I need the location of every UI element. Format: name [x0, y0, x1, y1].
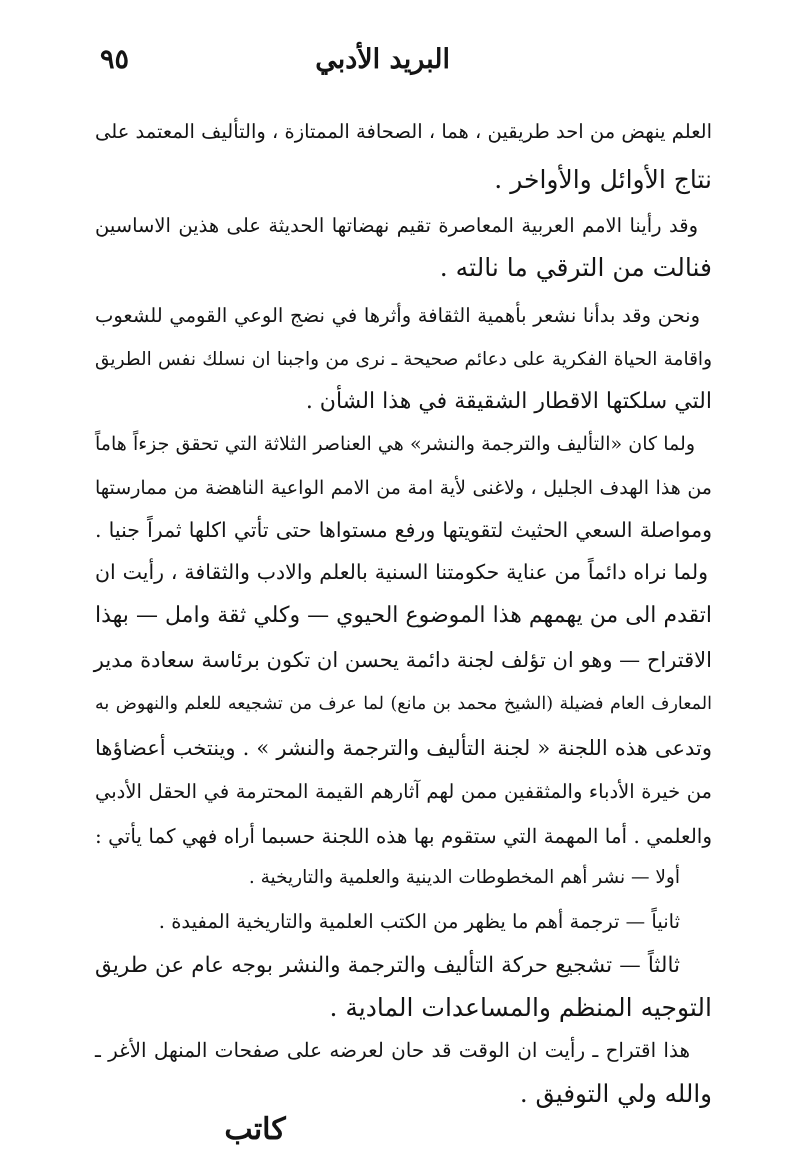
body-line: والعلمي . أما المهمة التي ستقوم بها هذه اللجنة حسبما أراه فهي كما يأتي :: [95, 824, 712, 848]
author-signature: كاتب: [224, 1112, 286, 1147]
body-line: ثانياً — ترجمة أهم ما يظهر من الكتب العلمية والتاريخية المفيدة .: [158, 910, 680, 933]
journal-title: البريد الأدبي: [315, 43, 450, 75]
body-line: واقامة الحياة الفكرية على دعائم صحيحة ـ نرى من واجبنا ان نسلك نفس الطريق: [95, 349, 712, 370]
body-line: وقد رأينا الامم العربية المعاصرة تقيم نهضاتها الحديثة على هذين الاساسين: [95, 214, 698, 237]
body-line: من هذا الهدف الجليل ، ولاغنى لأية امة من الامم الواعية الناهضة من ممارستها: [95, 477, 712, 499]
body-line: من خيرة الأدباء والمثقفين ممن لهم آثارهم القيمة المحترمة في الحقل الأدبي: [95, 780, 712, 803]
page-number: ٩٥: [100, 43, 130, 75]
body-line: ولما كان «التأليف والترجمة والنشر» هي العناصر الثلاثة التي تحقق جزءاً هاماً: [95, 433, 695, 455]
body-line: ولما نراه دائماً من عناية حكومتنا السنية بالعلم والادب والثقافة ، رأيت ان: [95, 560, 708, 584]
body-line: المعارف العام فضيلة (الشيخ محمد بن مانع) لما عرف من تشجيعه للعلم والنهوض به: [95, 694, 712, 714]
body-line: فنالت من الترقي ما نالته .: [439, 253, 712, 282]
body-line: وتدعى هذه اللجنة « لجنة التأليف والترجمة والنشر » . وينتخب أعضاؤها: [95, 736, 712, 760]
running-head: [100, 34, 450, 84]
body-line: والله ولي التوفيق .: [519, 1079, 712, 1108]
body-line: التي سلكتها الاقطار الشقيقة في هذا الشأن .: [305, 389, 712, 414]
body-line: ثالثاً — تشجيع حركة التأليف والترجمة والنشر بوجه عام عن طريق: [95, 953, 680, 978]
body-line: نتاج الأوائل والأواخر .: [494, 165, 712, 194]
body-line: هذا اقتراح ـ رأيت ان الوقت قد حان لعرضه على صفحات المنهل الأغر ـ: [95, 1038, 690, 1062]
body-line: أولا — نشر أهم المخطوطات الدينية والعلمية والتاريخية .: [248, 867, 680, 888]
body-line: ونحن وقد بدأنا نشعر بأهمية الثقافة وأثرها في نضج الوعي القومي للشعوب: [95, 304, 700, 327]
body-line: العلم ينهض من احد طريقين ، هما ، الصحافة الممتازة ، والتأليف المعتمد على: [95, 120, 712, 143]
body-line: اتقدم الى من يهمهم هذا الموضوع الحيوي — وكلي ثقة وامل — بهذا: [95, 603, 712, 628]
body-line: ومواصلة السعي الحثيث لتقويتها ورفع مستواها حتى تأتي اكلها ثمراً جنيا .: [95, 518, 712, 542]
body-line: الاقتراح — وهو ان تؤلف لجنة دائمة يحسن ان تكون برئاسة سعادة مدير: [93, 648, 712, 672]
body-line: التوجيه المنظم والمساعدات المادية .: [329, 993, 712, 1022]
